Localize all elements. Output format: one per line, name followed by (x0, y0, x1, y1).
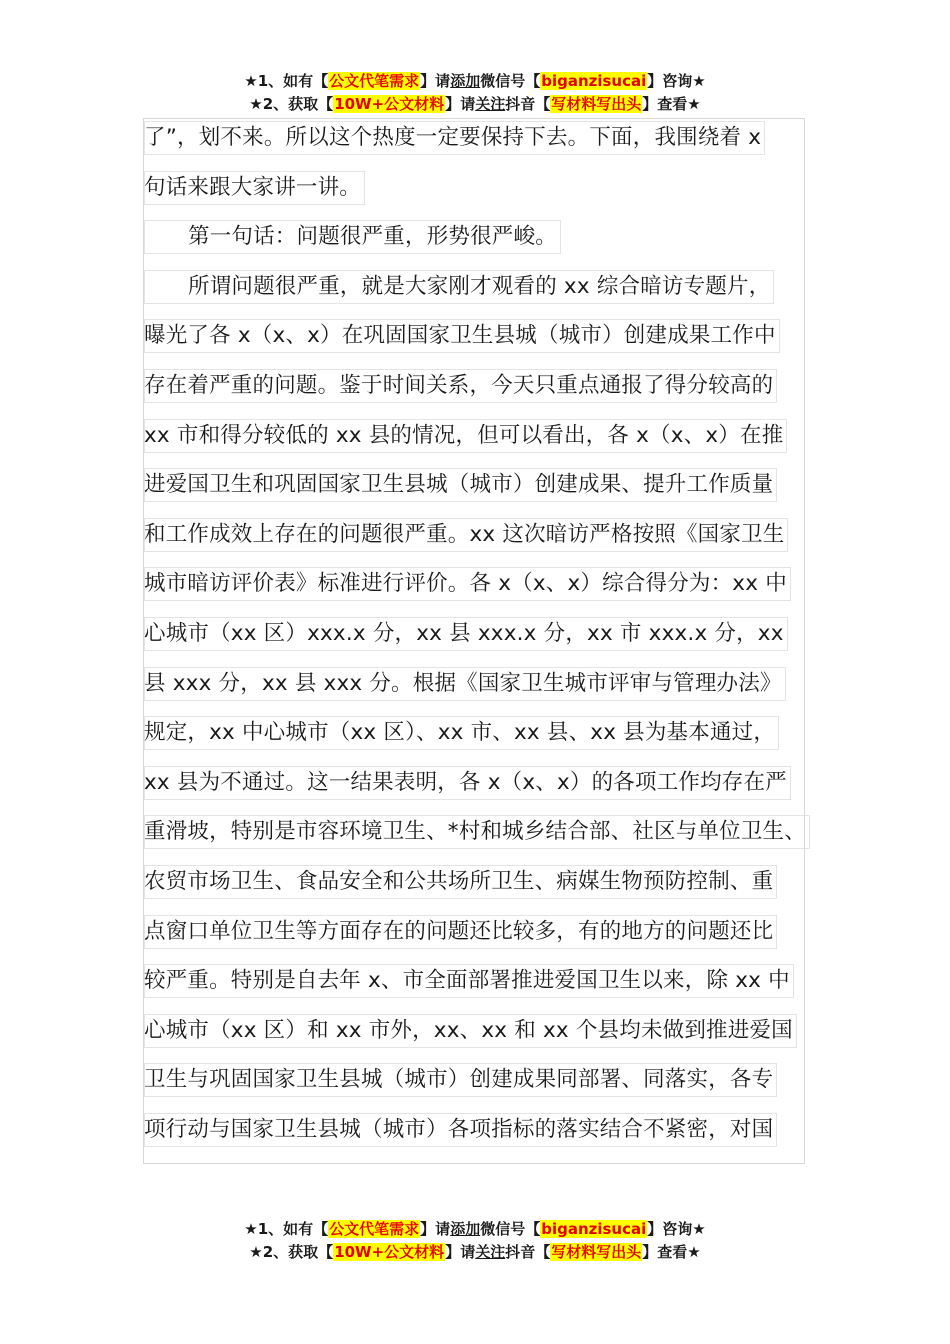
text-line: 卫生与巩固国家卫生县城（城市）创建成果同部署、同落实，各专 (144, 1063, 777, 1097)
text-line: 句话来跟大家讲一讲。 (144, 171, 365, 205)
banner-text: 抖音【 (505, 1243, 551, 1261)
bottom-banner (0, 1218, 950, 1264)
banner-line-2 (0, 1241, 950, 1264)
banner-text: 】请 (445, 1243, 476, 1261)
banner-line-2 (0, 93, 950, 116)
text-line: 较严重。特别是自去年 x、市全面部署推进爱国卫生以来，除 xx 中 (144, 964, 794, 998)
banner-text: 】咨询★ (647, 72, 706, 90)
top-banner (0, 70, 950, 116)
text-line: 心城市（xx 区）xxx.x 分，xx 县 xxx.x 分，xx 市 xxx.x 分，xx (144, 617, 788, 651)
banner-text: ★1、如有【 (244, 1220, 329, 1238)
banner-text: 】查看★ (642, 1243, 701, 1261)
banner-text: 】请 (445, 95, 476, 113)
text-line: 农贸市场卫生、食品安全和公共场所卫生、病媒生物预防控制、重 (144, 865, 777, 899)
banner-underlined-text: 关注 (475, 1243, 506, 1261)
banner-underlined-text: 添加 (450, 1220, 481, 1238)
banner-highlight: 公文代笔需求 (329, 72, 420, 90)
text-line: 了”，划不来。所以这个热度一定要保持下去。下面，我围绕着 x (144, 121, 765, 155)
banner-text: 微信号【 (480, 72, 541, 90)
banner-text: 微信号【 (480, 1220, 541, 1238)
text-line: 城市暗访评价表》标准进行评价。各 x（x、x）综合得分为：xx 中 (144, 567, 791, 601)
text-line: 和工作成效上存在的问题很严重。xx 这次暗访严格按照《国家卫生 (144, 518, 788, 552)
banner-highlight: 写材料写出头 (551, 95, 642, 113)
text-line: 规定，xx 中心城市（xx 区）、xx 市、xx 县、xx 县为基本通过， (144, 716, 779, 750)
text-line: 县 xxx 分，xx 县 xxx 分。根据《国家卫生城市评审与管理办法》 (144, 667, 786, 701)
banner-line-1 (0, 1218, 950, 1241)
text-line: 点窗口单位卫生等方面存在的问题还比较多，有的地方的问题还比 (144, 915, 777, 949)
text-line: 所谓问题很严重，就是大家刚才观看的 xx 综合暗访专题片， (144, 270, 774, 304)
text-line: 曝光了各 x（x、x）在巩固国家卫生县城（城市）创建成果工作中 (144, 319, 780, 353)
text-line: xx 县为不通过。这一结果表明，各 x（x、x）的各项工作均存在严 (144, 766, 791, 800)
text-line: 存在着严重的问题。鉴于时间关系，今天只重点通报了得分较高的 (144, 369, 777, 403)
banner-underlined-text: 关注 (475, 95, 506, 113)
banner-line-1 (0, 70, 950, 93)
banner-highlight: biganzisucai (541, 72, 647, 90)
banner-text: ★2、获取【 (249, 95, 334, 113)
text-line: xx 市和得分较低的 xx 县的情况，但可以看出，各 x（x、x）在推 (144, 419, 787, 453)
banner-highlight: 公文代笔需求 (329, 1220, 420, 1238)
banner-text: ★2、获取【 (249, 1243, 334, 1261)
text-line: 第一句话：问题很严重，形势很严峻。 (144, 220, 561, 254)
banner-underlined-text: 添加 (450, 72, 481, 90)
text-line: 进爱国卫生和巩固国家卫生县城（城市）创建成果、提升工作质量 (144, 468, 777, 502)
banner-text: 】请 (420, 72, 451, 90)
banner-text: 】请 (420, 1220, 451, 1238)
text-line: 心城市（xx 区）和 xx 市外，xx、xx 和 xx 个县均未做到推进爱国 (144, 1014, 797, 1048)
banner-highlight: biganzisucai (541, 1220, 647, 1238)
banner-highlight: 10W+公文材料 (334, 1243, 445, 1261)
text-line: 重滑坡，特别是市容环境卫生、*村和城乡结合部、社区与单位卫生、 (144, 815, 810, 849)
banner-highlight: 写材料写出头 (551, 1243, 642, 1261)
banner-highlight: 10W+公文材料 (334, 95, 445, 113)
banner-text: 】查看★ (642, 95, 701, 113)
banner-text: 抖音【 (505, 95, 551, 113)
text-line: 项行动与国家卫生县城（城市）各项指标的落实结合不紧密，对国 (144, 1113, 777, 1147)
banner-text: 】咨询★ (647, 1220, 706, 1238)
banner-text: ★1、如有【 (244, 72, 329, 90)
